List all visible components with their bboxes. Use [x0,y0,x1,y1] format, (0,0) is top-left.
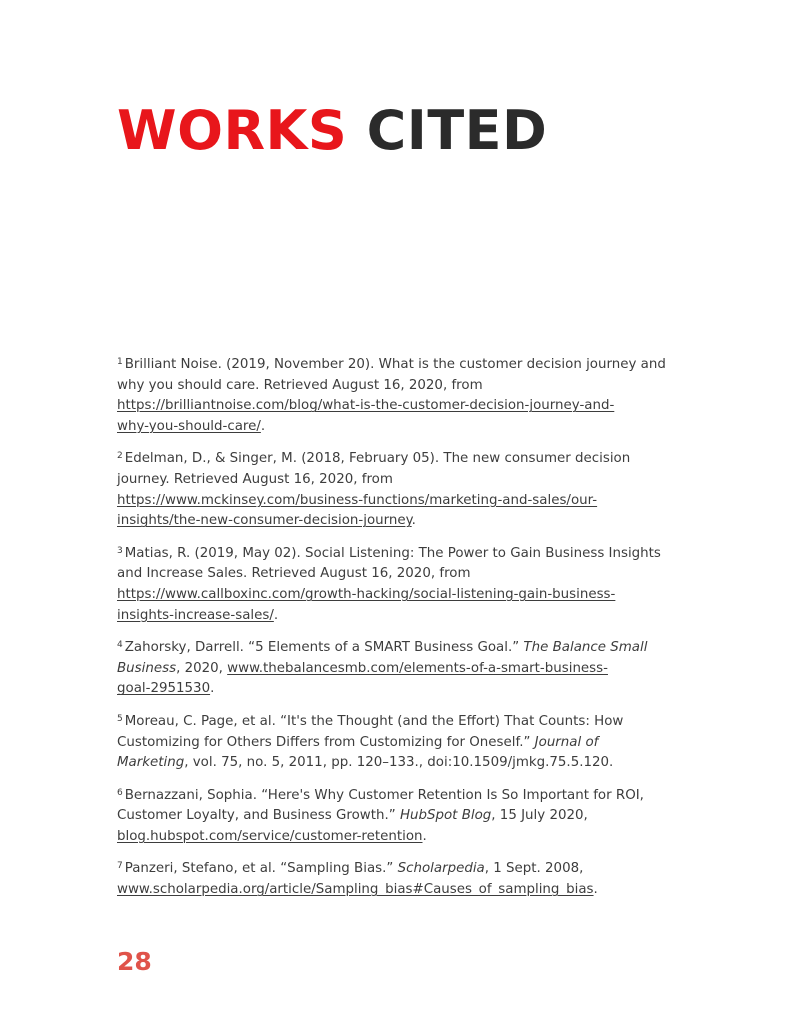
citation-5 [117,712,677,774]
citation-source-title: HubSpot Blog [399,808,492,824]
citation-line [125,357,666,372]
citation-number: 1 [117,357,123,367]
citation-line [125,640,648,655]
citation-link[interactable]: https://www.mckinsey.com/business-functions/marketing-and-sales/our- [117,492,598,508]
citation-line [125,546,661,561]
citation-line [117,491,677,512]
citation-text: . [260,418,266,434]
citation-link[interactable]: www.scholarpedia.org/article/Sampling_bias#Causes_of_sampling_bias [117,882,594,898]
citation-line [117,470,677,491]
citation-4 [117,638,677,700]
citation-source-title: Marketing [117,755,185,771]
citation-line [117,679,677,700]
citation-line [117,396,677,417]
citation-source-title: The Balance Small [523,640,648,656]
citation-text: . [210,681,215,697]
citation-line [117,733,677,754]
citation-text: journey. Retrieved August 16, 2020, from [117,471,393,487]
title-word-cited: CITED [366,99,548,162]
citation-text: , vol. 75, no. 5, 2011, pp. 120–133., doi:10.1509/jmkg.75.5.120. [184,755,614,771]
citation-link[interactable]: insights-increase-sales/ [117,607,274,623]
citation-text: Bernazzani, Sophia. “Here's Why Customer Retention Is So Important for ROI, [124,787,644,803]
citation-2 [117,449,677,531]
citation-text: , 15 July 2020, [491,808,588,824]
citation-line [117,880,677,901]
citation-link[interactable]: why-you-should-care/ [117,418,261,434]
citation-text: and Increase Sales. Retrieved August 16, 2020, from [117,566,471,582]
page-number: 28 [117,947,152,976]
citation-line [117,806,677,827]
citation-number: 2 [117,451,123,462]
citation-source-title: Business [117,660,177,676]
citation-number: 4 [117,640,123,651]
citation-3 [117,544,677,626]
citation-text: Edelman, D., & Singer, M. (2018, February 05). The new consumer decision [124,451,631,467]
citation-line [117,417,677,438]
citation-text: . [593,882,598,898]
citation-text: . [422,828,427,844]
citation-link[interactable]: www.thebalancesmb.com/elements-of-a-smart-business- [227,660,608,676]
page-title [117,96,547,166]
citation-text: . [411,513,416,529]
citation-number: 3 [117,545,123,556]
citation-line [125,861,584,876]
title-word-works: WORKS [117,99,348,162]
citation-text: Zahorsky, Darrell. “5 Elements of a SMART Business Goal.” [124,640,524,656]
citation-line [117,585,677,606]
citation-line [117,659,677,680]
citation-text: Customizing for Others Differs from Customizing for Oneself.” [117,734,535,750]
citation-line [125,714,624,729]
citation-line [117,511,677,532]
citation-link[interactable]: https://brilliantnoise.com/blog/what-is-the-customer-decision-journey-and- [117,398,615,414]
citation-text: Matias, R. (2019, May 02). Social Listening: The Power to Gain Business Insights [124,545,661,561]
citation-number: 6 [117,787,123,798]
citation-source-title: Journal of [534,734,599,750]
citation-link[interactable]: blog.hubspot.com/service/customer-retention [117,828,423,844]
citation-6 [117,786,677,848]
citation-line [117,753,677,774]
citation-line [125,451,631,466]
citation-text: Panzeri, Stefano, et al. “Sampling Bias.” [124,861,398,877]
citation-source-title: Scholarpedia [397,861,485,877]
citation-line [117,827,677,848]
citation-line [117,606,677,627]
citation-text: why you should care. Retrieved August 16, 2020, from [117,377,483,393]
citation-link[interactable]: insights/the-new-consumer-decision-journey [117,513,412,529]
citation-link[interactable]: https://www.callboxinc.com/growth-hacking/social-listening-gain-business- [117,586,616,602]
citation-number: 7 [117,861,123,872]
citation-text: . [273,607,279,623]
citation-text: Brilliant Noise. (2019, November 20). What is the customer decision journey and [124,357,666,372]
citation-text: , 2020, [176,660,228,676]
works-cited-list [117,355,677,913]
citation-line [125,788,644,803]
citation-line [117,564,677,585]
citation-number: 5 [117,713,123,724]
citation-line [117,376,677,397]
citation-link[interactable]: goal-2951530 [117,681,211,697]
citation-7 [117,859,677,900]
citation-text: Moreau, C. Page, et al. “It's the Thought (and the Effort) That Counts: How [124,713,624,729]
citation-text: , 1 Sept. 2008, [484,861,584,877]
citation-text: Customer Loyalty, and Business Growth.” [117,808,400,824]
citation-1 [117,355,677,437]
